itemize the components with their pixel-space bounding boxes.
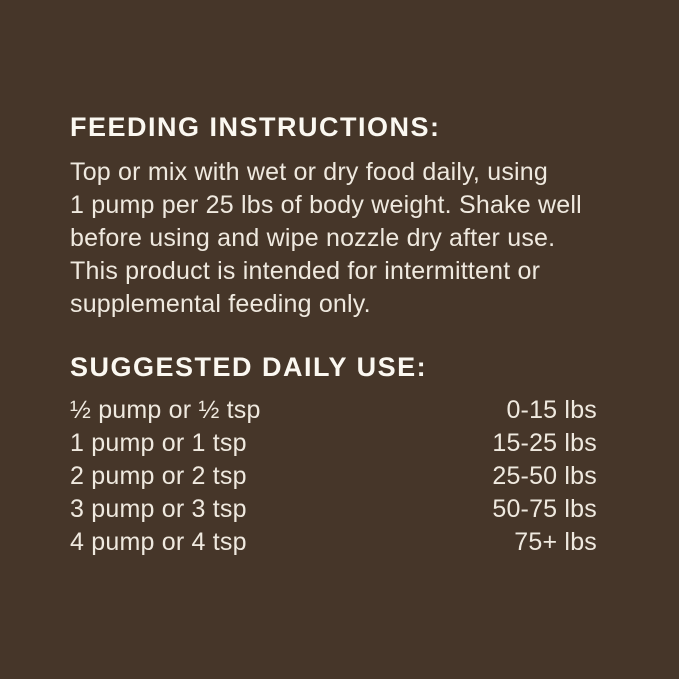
suggested-daily-use-section bbox=[70, 352, 597, 559]
dose-amount: ½ pump or ½ tsp bbox=[70, 396, 261, 424]
body-line: before using and wipe nozzle dry after use. bbox=[70, 224, 556, 252]
weight-range: 50-75 lbs bbox=[492, 495, 597, 523]
weight-range: 15-25 lbs bbox=[492, 429, 597, 457]
weight-range: 25-50 lbs bbox=[492, 462, 597, 490]
body-line: 1 pump per 25 lbs of body weight. Shake well bbox=[70, 191, 582, 219]
feeding-instructions-heading: FEEDING INSTRUCTIONS: bbox=[70, 112, 441, 142]
dosage-row bbox=[70, 493, 597, 526]
dose-amount: 2 pump or 2 tsp bbox=[70, 462, 247, 490]
dose-amount: 3 pump or 3 tsp bbox=[70, 495, 247, 523]
dosage-row bbox=[70, 460, 597, 493]
dose-amount: 1 pump or 1 tsp bbox=[70, 429, 247, 457]
weight-range: 0-15 lbs bbox=[506, 396, 597, 424]
feeding-instructions-body bbox=[70, 156, 597, 321]
weight-range: 75+ lbs bbox=[514, 528, 597, 556]
dosage-row bbox=[70, 394, 597, 427]
dosage-row bbox=[70, 526, 597, 559]
body-line: supplemental feeding only. bbox=[70, 290, 371, 318]
dosage-row bbox=[70, 427, 597, 460]
dosage-table bbox=[70, 394, 597, 559]
body-line: This product is intended for intermittent or bbox=[70, 257, 541, 285]
suggested-daily-use-heading: SUGGESTED DAILY USE: bbox=[70, 352, 428, 382]
dose-amount: 4 pump or 4 tsp bbox=[70, 528, 247, 556]
feeding-instructions-section bbox=[70, 112, 597, 321]
body-line: Top or mix with wet or dry food daily, using bbox=[70, 158, 548, 186]
